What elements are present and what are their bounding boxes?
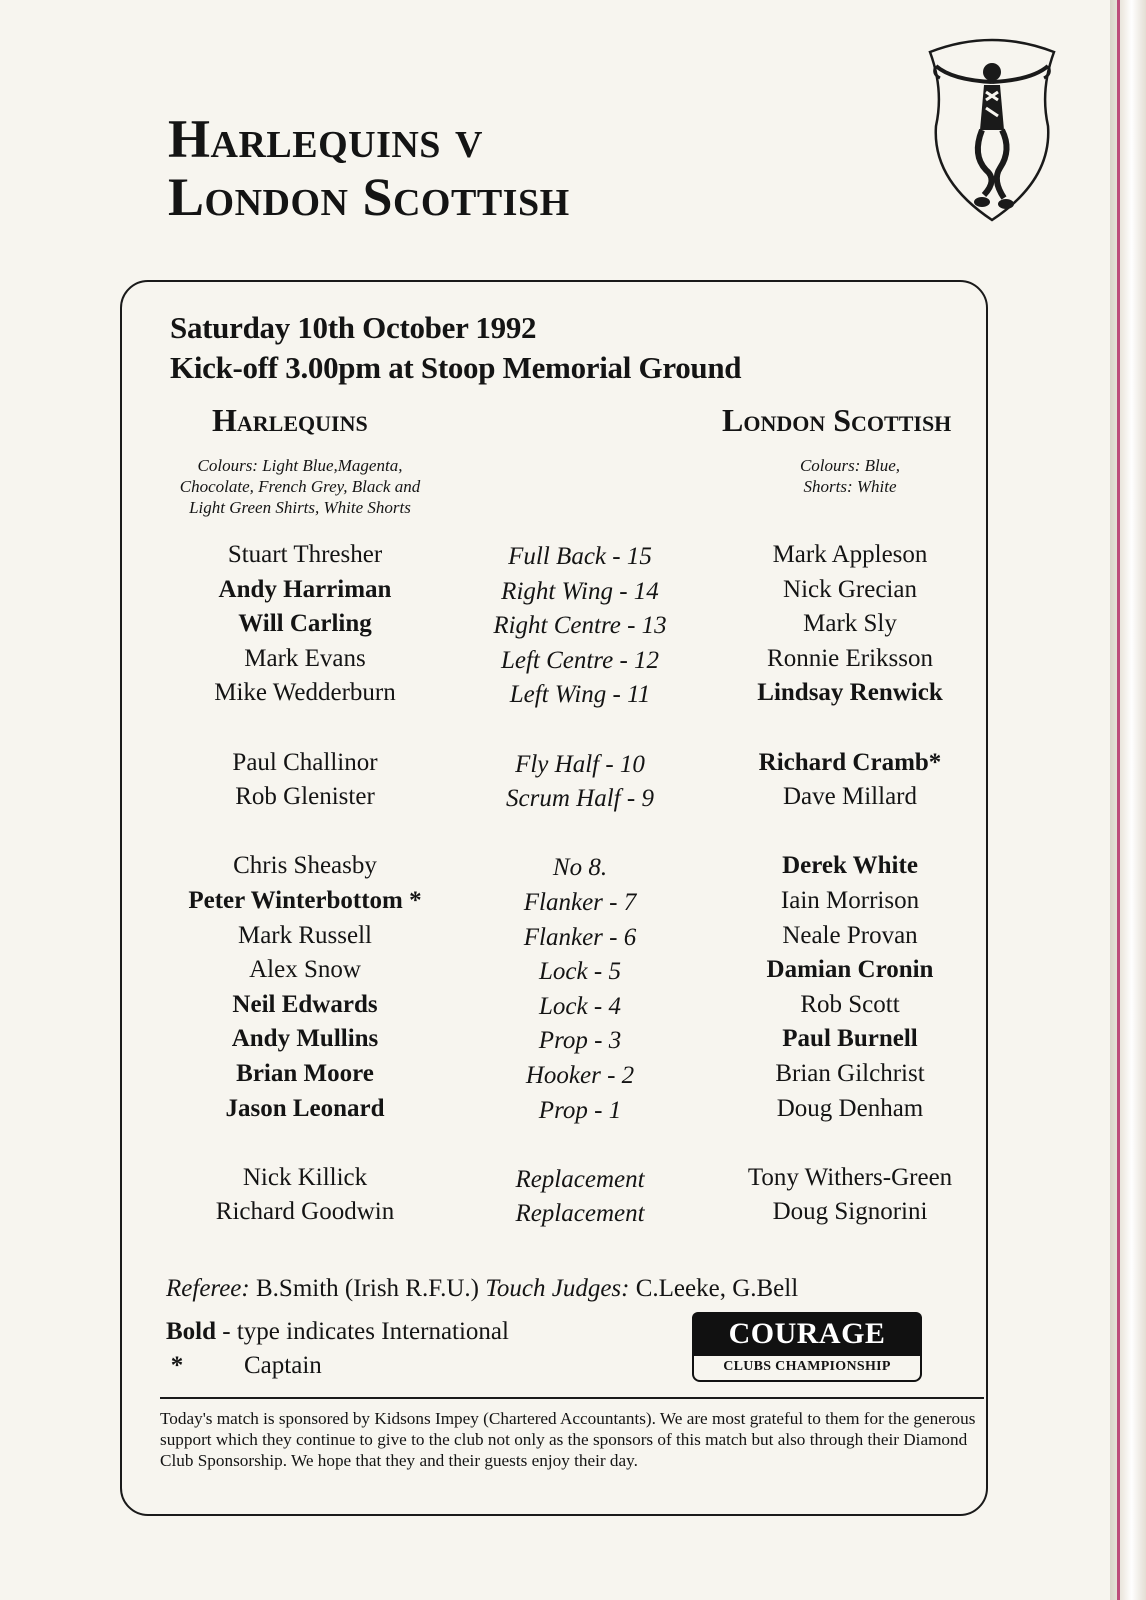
home-player: Andy Harriman xyxy=(218,575,392,603)
away-player: Lindsay Renwick xyxy=(757,679,943,707)
home-team-name: Harlequins xyxy=(212,402,368,438)
touch-judges-names: C.Leeke, G.Bell xyxy=(629,1275,799,1302)
match-officials xyxy=(166,1275,798,1303)
legend-star-text: Captain xyxy=(244,1352,322,1379)
page-title xyxy=(168,110,570,226)
position-label: Replacement xyxy=(515,1165,645,1193)
match-date: Saturday 10th October 1992 xyxy=(170,310,537,345)
position-label: Lock - 5 xyxy=(539,958,621,986)
home-player: Mark Russell xyxy=(237,921,373,949)
home-player: Rob Glenister xyxy=(235,783,375,811)
position-label: Lock - 4 xyxy=(539,992,621,1020)
position-label: Flanker - 6 xyxy=(523,923,637,951)
away-player: Tony Withers-Green xyxy=(747,1163,953,1191)
home-colours-line: Chocolate, French Grey, Black and xyxy=(179,477,421,496)
kickoff-info: Kick-off 3.00pm at Stoop Memorial Ground xyxy=(170,350,742,385)
touch-judges-label: Touch Judges: xyxy=(485,1275,630,1302)
away-player: Paul Burnell xyxy=(782,1025,918,1053)
legend-bold-word: Bold xyxy=(166,1318,217,1345)
away-player: Nick Grecian xyxy=(783,575,917,603)
home-player: Peter Winterbottom * xyxy=(188,886,422,914)
home-lineup xyxy=(150,538,460,1230)
away-player: Mark Sly xyxy=(803,610,897,638)
page-edge xyxy=(1110,0,1146,1600)
referee-label: Referee: xyxy=(166,1275,250,1302)
position-label: Fly Half - 10 xyxy=(515,750,645,778)
positions-column xyxy=(470,540,690,1232)
home-player: Neil Edwards xyxy=(232,990,378,1018)
position-label: Hooker - 2 xyxy=(525,1061,635,1089)
position-label: Replacement xyxy=(515,1200,645,1228)
courage-brand: COURAGE xyxy=(692,1312,922,1356)
away-colours-line: Colours: Blue, xyxy=(799,456,901,475)
position-label: Prop - 3 xyxy=(538,1027,622,1055)
away-player: Derek White xyxy=(782,852,918,880)
away-player: Rob Scott xyxy=(800,990,900,1018)
home-player: Stuart Thresher xyxy=(227,541,383,568)
courage-sub: CLUBS CHAMPIONSHIP xyxy=(692,1356,922,1382)
title-line-1: Harlequins v xyxy=(168,109,483,169)
home-player: Mark Evans xyxy=(244,644,366,672)
page-edge-line xyxy=(1117,0,1120,1600)
home-player: Andy Mullins xyxy=(231,1025,379,1053)
away-player: Brian Gilchrist xyxy=(775,1059,925,1087)
position-label: Right Centre - 13 xyxy=(493,612,667,640)
position-label: No 8. xyxy=(552,854,608,882)
away-player: Neale Provan xyxy=(782,921,918,949)
referee-name: B.Smith (Irish R.F.U.) xyxy=(249,1275,486,1302)
courage-logo xyxy=(692,1312,922,1384)
position-label: Right Wing - 14 xyxy=(501,577,659,605)
home-player: Jason Leonard xyxy=(225,1094,385,1122)
home-player: Will Carling xyxy=(238,610,372,638)
away-team-name: London Scottish xyxy=(722,402,952,438)
home-team-colours xyxy=(150,455,450,518)
position-label: Left Centre - 12 xyxy=(500,646,660,674)
away-player: Richard Cramb* xyxy=(758,748,942,776)
away-lineup xyxy=(700,538,1000,1230)
away-player: Doug Denham xyxy=(776,1094,924,1122)
position-label: Scrum Half - 9 xyxy=(506,785,654,813)
legend-bold-text: - type indicates International xyxy=(216,1318,509,1345)
position-label: Full Back - 15 xyxy=(508,543,652,570)
harlequin-crest-icon xyxy=(912,30,1072,230)
away-team-colours xyxy=(730,455,970,497)
away-colours-line: Shorts: White xyxy=(803,477,897,496)
home-player: Chris Sheasby xyxy=(233,852,377,880)
away-player: Damian Cronin xyxy=(766,956,934,984)
away-player: Doug Signorini xyxy=(772,1198,928,1226)
away-player: Ronnie Eriksson xyxy=(767,644,933,672)
home-player: Paul Challinor xyxy=(232,748,378,776)
home-player: Mike Wedderburn xyxy=(214,679,396,707)
away-player: Mark Appleson xyxy=(772,541,928,568)
home-colours-line: Light Green Shirts, White Shorts xyxy=(189,498,411,517)
away-player: Dave Millard xyxy=(783,783,917,811)
home-player: Brian Moore xyxy=(236,1059,374,1087)
home-colours-line: Colours: Light Blue,Magenta, xyxy=(197,456,403,475)
home-player: Richard Goodwin xyxy=(215,1198,395,1226)
sponsor-note: Today's match is sponsored by Kidsons Impey (Chartered Accountants). We are most grateful to them for the generous support which they continue to give to the club not only as the sponsors of this match but also through their Diamond Club Sponsorship. We hope that they and their guests enjoy their day. xyxy=(160,1409,976,1470)
position-label: Left Wing - 11 xyxy=(509,681,651,709)
divider xyxy=(160,1397,984,1399)
legend xyxy=(166,1315,509,1383)
home-player: Nick Killick xyxy=(242,1163,368,1191)
home-player: Alex Snow xyxy=(249,956,361,984)
position-label: Prop - 1 xyxy=(538,1096,622,1124)
away-player: Iain Morrison xyxy=(780,886,920,914)
position-label: Flanker - 7 xyxy=(523,888,637,916)
legend-star: * xyxy=(170,1352,184,1379)
title-line-2: London Scottish xyxy=(168,167,570,227)
